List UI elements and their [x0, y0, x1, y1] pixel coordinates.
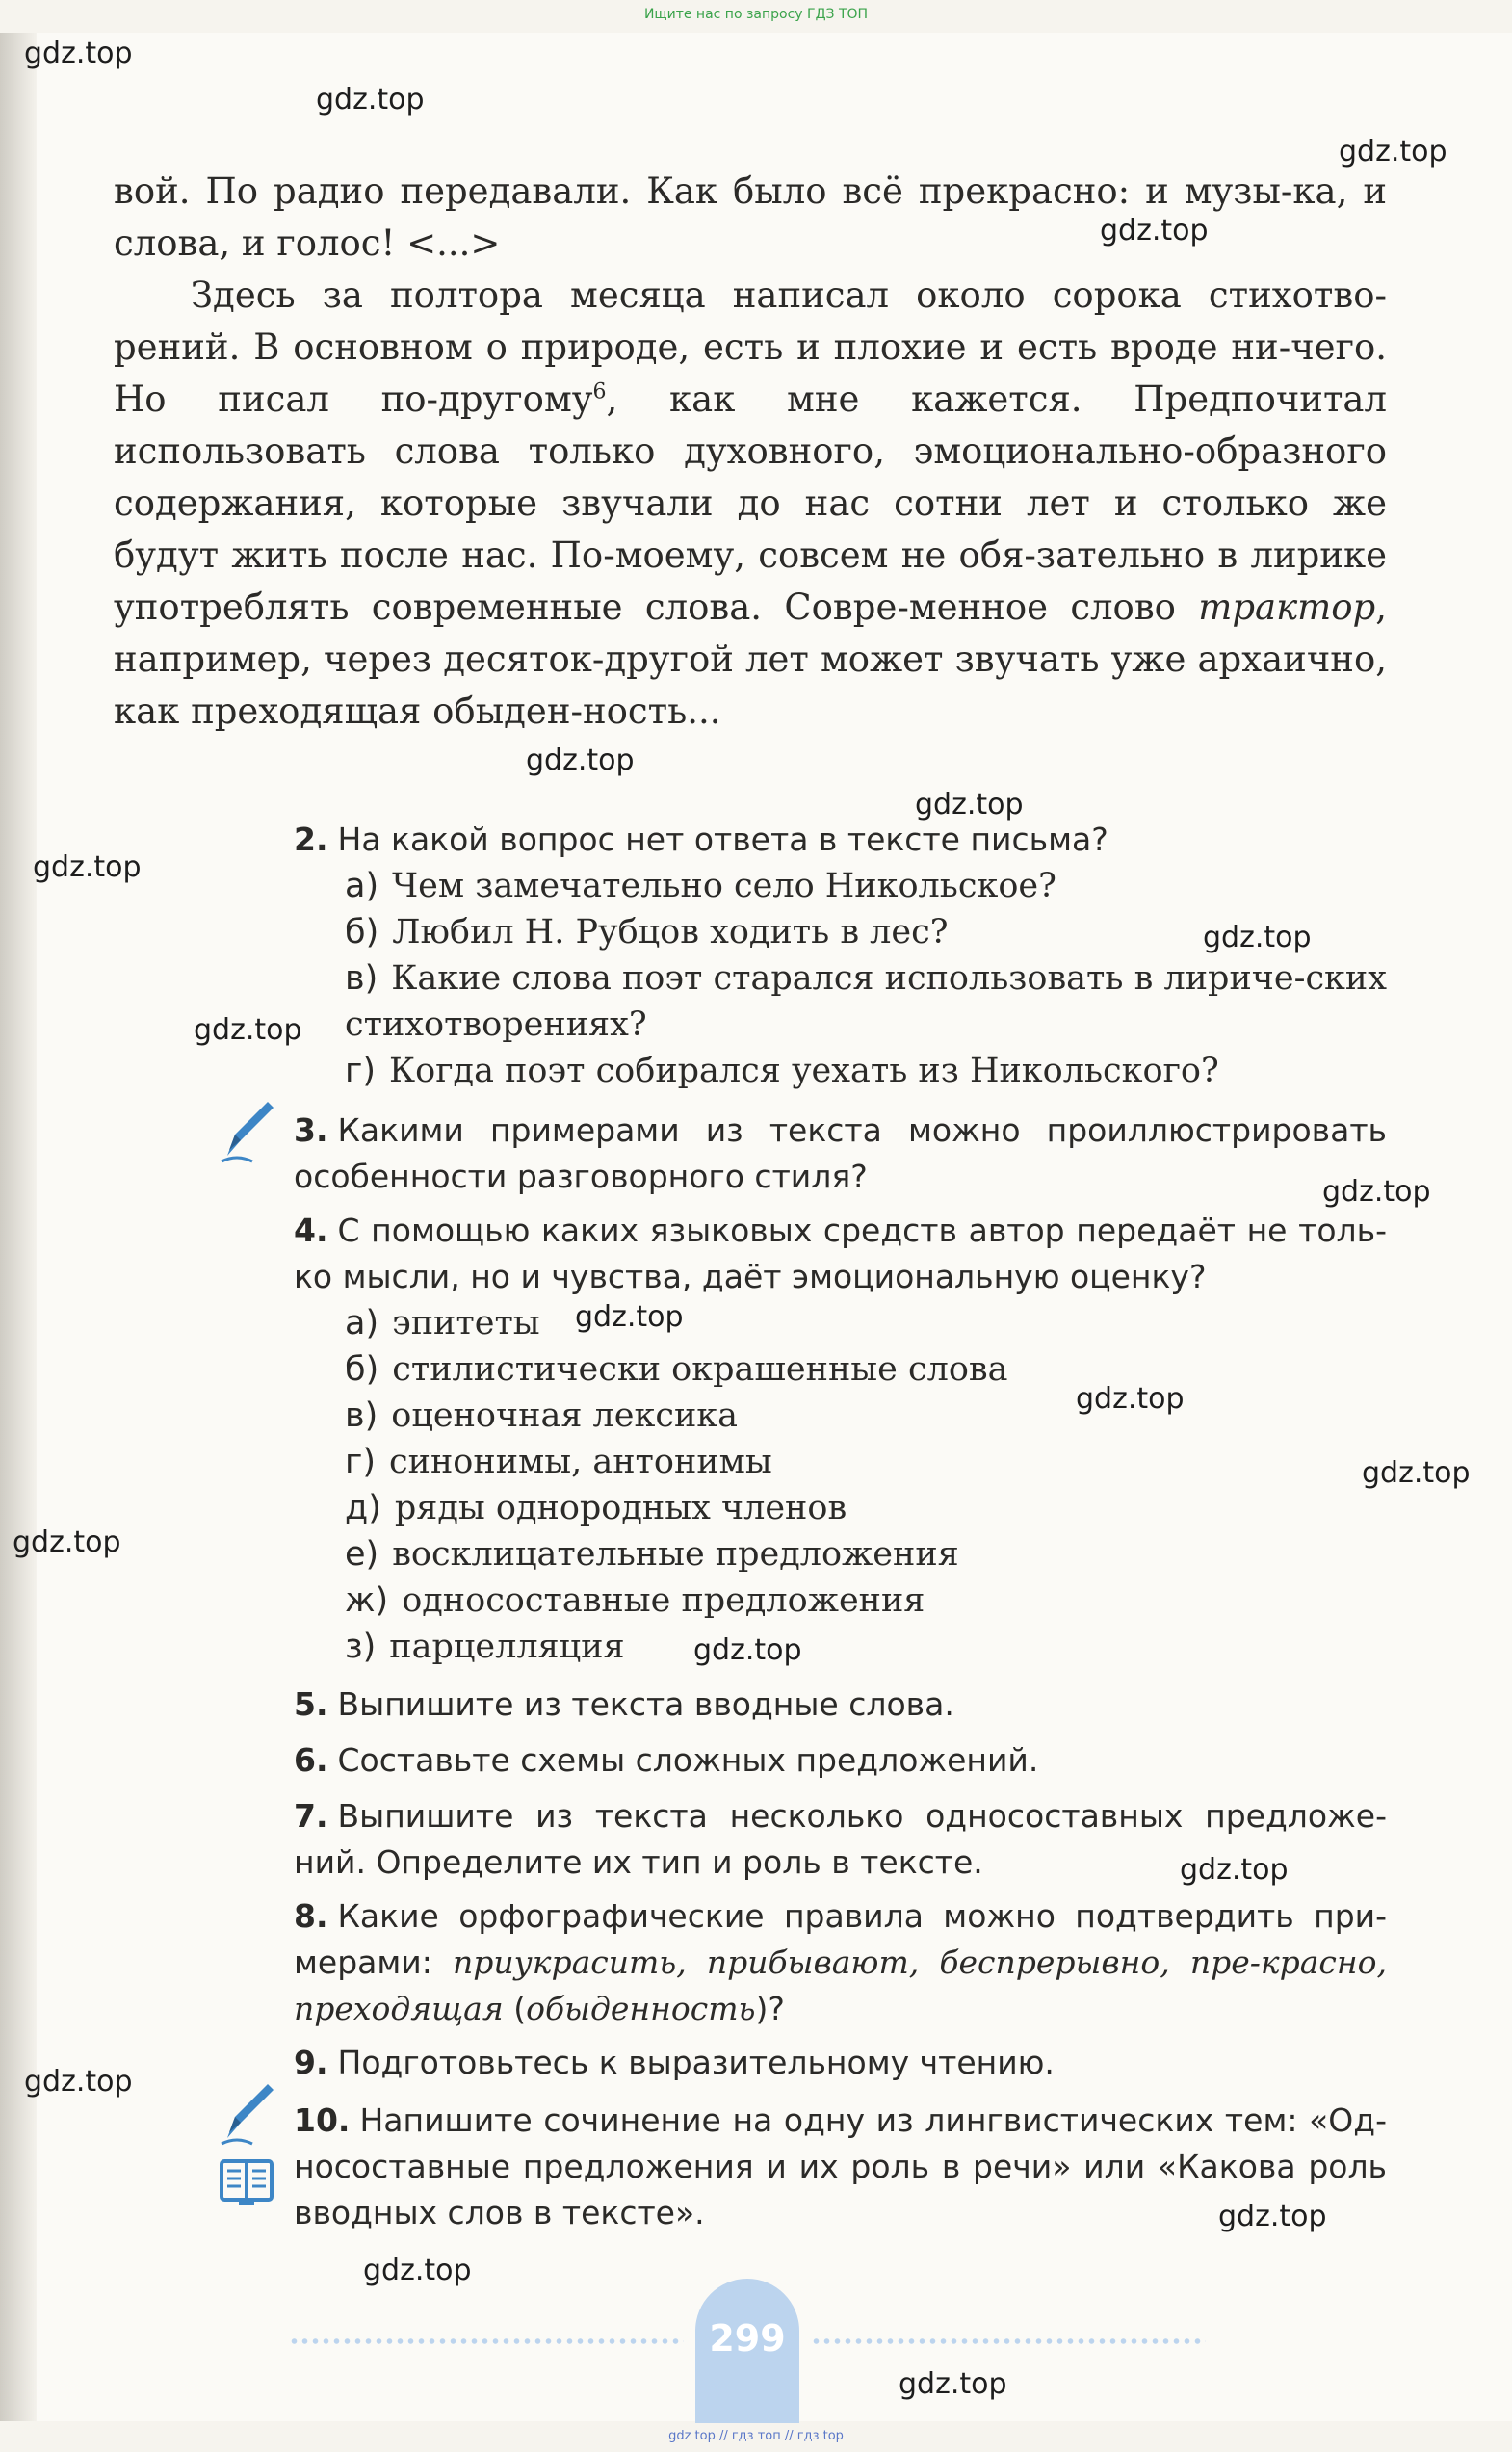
option-mark: в) [345, 959, 378, 998]
question-number: 4. [294, 1212, 328, 1249]
q4-option-e [345, 1485, 1387, 1531]
watermark: gdz.top [1322, 1175, 1431, 1209]
letter-text: , как мне кажется. Предпочитал использовать слова только духовного, эмоционально-образного содержания, которые звучали до нас сотни лет и столько же будут жить после нас. По-моему, совсем не обя-зательно в лирике употреблять современные слова. Совре-менное слово [114, 378, 1387, 628]
option-mark: з) [345, 1628, 377, 1666]
question-9 [294, 2040, 1387, 2086]
letter-text: Здесь за полтора месяца написал около сорока стихотво-рений. В основном о природе, есть и плохие и есть вроде ни-чего. Но писал по-другому [114, 274, 1387, 420]
question-10 [294, 2098, 1387, 2236]
question-6 [294, 1737, 1387, 1784]
q4-option-d [345, 1439, 1387, 1485]
watermark: gdz.top [363, 2254, 472, 2287]
question-example: обыденность [526, 1990, 756, 2027]
letter-italic-word: трактор [1198, 587, 1376, 628]
option-text: Чем замечательно село Никольское? [392, 867, 1056, 905]
letter-paragraph-2 [114, 270, 1387, 738]
watermark: gdz.top [575, 1300, 684, 1334]
option-mark: а) [345, 867, 379, 905]
footnote-marker: 6 [592, 379, 607, 404]
question-text: С помощью каких языковых средств автор передаёт не толь-ко мысли, но и чувства, даёт эмоциональную оценку? [294, 1212, 1387, 1295]
pencil-icon [218, 2080, 275, 2148]
option-text: Когда поэт собирался уехать из Никольского? [389, 1052, 1219, 1090]
q4-option-h [345, 1624, 1387, 1670]
question-text: Подготовьтесь к выразительному чтению. [337, 2044, 1055, 2081]
question-examples: приукрасить, прибывают, беспрерывно, пре-красно, преходящая [294, 1943, 1387, 2027]
page-divider-dots [289, 2338, 684, 2344]
option-mark: в) [345, 1396, 378, 1435]
watermark: gdz.top [1180, 1853, 1289, 1887]
question-5 [294, 1682, 1387, 1728]
watermark: gdz.top [526, 743, 635, 777]
question-number: 9. [294, 2044, 328, 2081]
question-text: Составьте схемы сложных предложений. [337, 1741, 1039, 1779]
question-text: ( [503, 1990, 527, 2027]
question-text: На какой вопрос нет ответа в тексте письма? [337, 821, 1108, 858]
question-number: 5. [294, 1685, 328, 1723]
watermark: gdz.top [1100, 214, 1209, 248]
letter-paragraph-1: вой. По радио передавали. Как было всё прекрасно: и музы-ка, и слова, и голос! <...> [114, 170, 1387, 264]
question-text: Напишите сочинение на одну из лингвистических тем: «Од-носоставные предложения и их роль в речи» или «Какова роль вводных слов в тексте». [294, 2101, 1387, 2231]
watermark: gdz.top [1076, 1382, 1185, 1416]
bottom-banner: gdz top // гдз топ // гдз top [668, 2429, 844, 2443]
watermark: gdz.top [1203, 921, 1312, 954]
option-text: парцелляция [389, 1628, 625, 1666]
question-4 [294, 1208, 1387, 1300]
q4-option-a [345, 1300, 1387, 1346]
page-fold-shadow [0, 33, 37, 2421]
q4-option-f [345, 1531, 1387, 1578]
page-number-tab [695, 2279, 799, 2423]
watermark: gdz.top [33, 850, 142, 884]
watermark: gdz.top [693, 1633, 802, 1667]
watermark: gdz.top [1339, 135, 1447, 169]
q2-option-d [345, 1048, 1387, 1094]
q2-option-a [345, 863, 1387, 909]
option-text: синонимы, антонимы [389, 1443, 772, 1481]
question-text: Какими примерами из текста можно проиллюстрировать особенности разговорного стиля? [294, 1111, 1387, 1195]
option-mark: д) [345, 1489, 381, 1527]
top-banner: Ищите нас по запросу ГДЗ ТОП [643, 7, 869, 22]
page-number: 299 [709, 2317, 786, 2360]
option-mark: е) [345, 1535, 379, 1574]
question-number: 10. [294, 2101, 351, 2139]
question-number: 3. [294, 1111, 328, 1149]
question-7 [294, 1793, 1387, 1886]
q4-option-b [345, 1346, 1387, 1393]
question-number: 8. [294, 1897, 328, 1935]
q2-option-c [345, 955, 1387, 1048]
watermark: gdz.top [316, 83, 425, 117]
question-text: Какие орфографические правила можно подтвердить при-мерами: [294, 1897, 1387, 1981]
option-text: оценочная лексика [391, 1396, 739, 1435]
question-text: Выпишите из текста несколько односоставных предложе-ний. Определите их тип и роль в тексте. [294, 1797, 1387, 1881]
option-mark: б) [345, 1350, 379, 1389]
watermark: gdz.top [24, 37, 133, 70]
question-number: 7. [294, 1797, 328, 1835]
question-text: Выпишите из текста вводные слова. [337, 1685, 954, 1723]
watermark: gdz.top [899, 2367, 1007, 2401]
question-number: 6. [294, 1741, 328, 1779]
watermark: gdz.top [915, 788, 1024, 822]
option-text: Какие слова поэт старался использовать в лириче-ских стихотворениях? [345, 959, 1387, 1044]
watermark: gdz.top [24, 2065, 133, 2099]
question-2 [294, 817, 1387, 863]
option-text: ряды однородных членов [394, 1489, 847, 1527]
question-3 [294, 1108, 1387, 1200]
option-mark: г) [345, 1443, 377, 1481]
option-text: эпитеты [392, 1304, 540, 1343]
question-text: )? [755, 1990, 785, 2027]
option-mark: а) [345, 1304, 379, 1343]
question-number: 2. [294, 821, 328, 858]
watermark: gdz.top [1218, 2200, 1327, 2233]
watermark: gdz.top [13, 1526, 121, 1559]
option-mark: г) [345, 1052, 377, 1090]
question-8 [294, 1893, 1387, 2032]
page-divider-dots [811, 2338, 1206, 2344]
option-mark: ж) [345, 1581, 389, 1620]
q4-option-c [345, 1393, 1387, 1439]
option-text: односоставные предложения [402, 1581, 925, 1620]
option-text: восклицательные предложения [392, 1535, 959, 1574]
watermark: gdz.top [194, 1013, 302, 1047]
book-icon [220, 2155, 274, 2209]
q2-option-b [345, 909, 1387, 955]
pencil-icon [218, 1098, 275, 1165]
letter-text: , например, через десяток-другой лет может звучать уже архаично, как преходящая обыден-ность... [114, 587, 1387, 732]
option-text: Любил Н. Рубцов ходить в лес? [392, 913, 949, 952]
option-mark: б) [345, 913, 379, 952]
watermark: gdz.top [1362, 1456, 1471, 1490]
option-text: стилистически окрашенные слова [392, 1350, 1008, 1389]
q4-option-g [345, 1578, 1387, 1624]
